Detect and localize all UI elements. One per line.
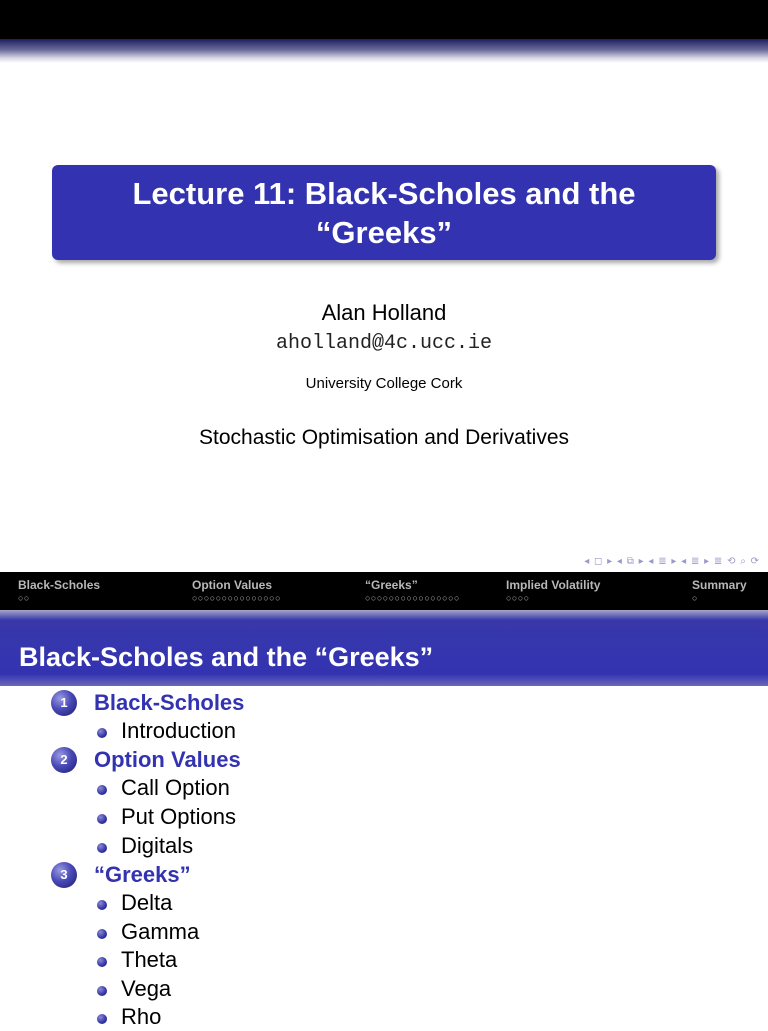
section-navbar: [0, 572, 768, 610]
section-number-ball: 1: [51, 690, 77, 716]
toc-subsection-label[interactable]: Delta: [121, 890, 173, 915]
frame-title: Black-Scholes and the “Greeks”: [0, 610, 768, 686]
toc-subsection-label[interactable]: Theta: [121, 947, 178, 972]
bullet-icon: [97, 986, 107, 996]
nav-label[interactable]: Black-Scholes: [18, 578, 101, 592]
nav-section-black-scholes[interactable]: [18, 578, 100, 603]
bullet-icon: [97, 814, 107, 824]
nav-dots[interactable]: ○○○○○○○○○○○○○○○: [192, 593, 282, 603]
nav-label[interactable]: Summary: [692, 578, 747, 592]
navigation-symbols[interactable]: ◂ ◻ ▸ ◂ ⧉ ▸ ◂ ≣ ▸ ◂ ≣ ▸ ≣ ⟲ ⌕ ⟳: [584, 556, 760, 567]
bullet-icon: [97, 957, 107, 967]
header-shadow: [0, 39, 768, 63]
nav-section-greeks[interactable]: [365, 578, 460, 603]
toc-subsection-label[interactable]: Rho: [121, 1004, 162, 1029]
bullet-icon: [97, 929, 107, 939]
section-number-ball: 3: [51, 862, 77, 888]
toc-subsection-label[interactable]: Digitals: [121, 833, 194, 858]
nav-label[interactable]: Option Values: [192, 578, 273, 592]
bullet-icon: [97, 843, 107, 853]
toc-section-label[interactable]: Black-Scholes: [94, 690, 245, 715]
toc-subsection-label[interactable]: Call Option: [121, 775, 230, 800]
nav-dots[interactable]: ○○: [18, 593, 30, 603]
title-line-2: “Greeks”: [315, 214, 453, 250]
bullet-icon: [97, 728, 107, 738]
outline-slide: [0, 572, 768, 1029]
nav-dots[interactable]: ○○○○: [506, 593, 530, 603]
nav-section-summary[interactable]: [692, 578, 747, 603]
nav-dots[interactable]: ○: [692, 593, 698, 603]
toc-subsection-label[interactable]: Put Options: [121, 804, 236, 829]
title-box: [52, 165, 716, 260]
author-email: aholland@4c.ucc.ie: [275, 332, 493, 355]
section-number-ball: 2: [51, 747, 77, 773]
institute: University College Cork: [305, 375, 463, 392]
title-line-1: Lecture 11: Black-Scholes and the: [132, 175, 636, 211]
course-name: Stochastic Optimisation and Derivatives: [199, 426, 569, 449]
toc-section-label[interactable]: “Greeks”: [94, 862, 191, 887]
bullet-icon: [97, 900, 107, 910]
nav-section-option-values[interactable]: [192, 578, 281, 603]
toc-subsection-label[interactable]: Vega: [121, 976, 172, 1001]
author-name: Alan Holland: [321, 300, 447, 325]
nav-label[interactable]: “Greeks”: [365, 578, 418, 592]
bullet-icon: [97, 785, 107, 795]
bullet-icon: [97, 1014, 107, 1024]
nav-dots[interactable]: ○○○○○○○○○○○○○○○○: [365, 593, 460, 603]
toc-subsection-label[interactable]: Introduction: [121, 718, 236, 743]
nav-label[interactable]: Implied Volatility: [506, 578, 601, 592]
toc-section-label[interactable]: Option Values: [94, 747, 241, 772]
header-bar: [0, 0, 768, 39]
toc-subsection-label[interactable]: Gamma: [121, 919, 200, 944]
nav-section-implied-volatility[interactable]: [506, 578, 600, 603]
